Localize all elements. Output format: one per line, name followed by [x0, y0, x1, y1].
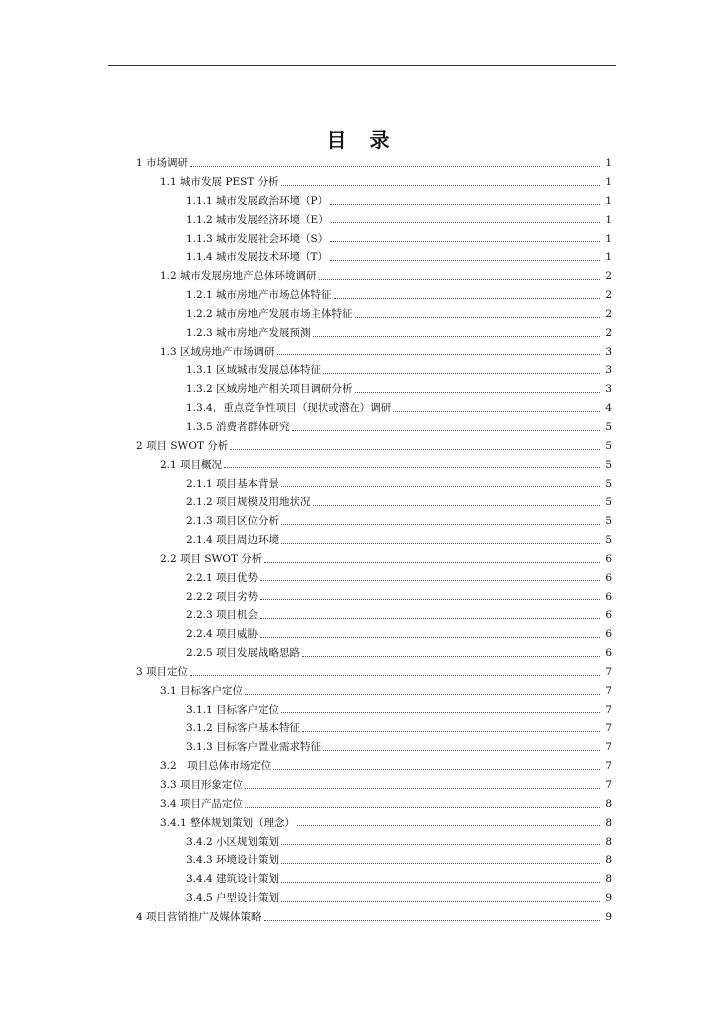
- toc-dot-leader: [281, 185, 600, 186]
- toc-entry-label: 2.1.1 项目基本背景: [186, 477, 280, 490]
- toc-entry[interactable]: [0, 795, 724, 814]
- toc-dot-leader: [260, 618, 600, 619]
- toc-entry-label: 3.1.1 目标客户定位: [186, 703, 280, 716]
- toc-entry[interactable]: [0, 192, 724, 211]
- toc-dot-leader: [281, 901, 600, 902]
- toc-entry-page: 4: [605, 402, 612, 415]
- toc-entry-page: 7: [605, 703, 612, 716]
- toc-entry-label: 2.2.5 项目发展战略思路: [186, 647, 301, 660]
- toc-entry-page: 7: [605, 741, 612, 754]
- toc-entry-page: 1: [605, 194, 612, 207]
- toc-entry[interactable]: [0, 399, 724, 418]
- toc-entry-label: 1.1.1 城市发展政治环境（P）: [186, 194, 329, 207]
- toc-entry[interactable]: [0, 380, 724, 399]
- toc-entry-page: 2: [605, 289, 612, 302]
- toc-entry[interactable]: [0, 719, 724, 738]
- toc-title: 目 录: [326, 128, 398, 152]
- toc-entry-label: 1.1.2 城市发展经济环境（E）: [186, 213, 329, 226]
- toc-entry[interactable]: [0, 493, 724, 512]
- toc-dot-leader: [319, 279, 600, 280]
- toc-entry-page: 2: [605, 307, 612, 320]
- toc-entry-page: 1: [605, 157, 612, 170]
- toc-entry-label: 1.1.3 城市发展社会环境（S）: [186, 232, 329, 245]
- toc-entry-page: 5: [605, 477, 612, 490]
- toc-entry[interactable]: [0, 267, 724, 286]
- toc-entry[interactable]: [0, 456, 724, 475]
- toc-entry[interactable]: [0, 418, 724, 437]
- toc-entry-page: 2: [605, 270, 612, 283]
- toc-entry-page: 9: [605, 910, 612, 923]
- toc-entry-page: 5: [605, 496, 612, 509]
- toc-entry-label: 3.3 项目形象定位: [160, 779, 244, 792]
- toc-dot-leader: [245, 807, 600, 808]
- toc-entry-page: 7: [605, 779, 612, 792]
- toc-entry-label: 1 市场调研: [136, 157, 189, 170]
- toc-entry-label: 1.3.4．重点竞争性项目（现状或潜在）调研: [186, 402, 392, 415]
- toc-entry[interactable]: [0, 569, 724, 588]
- toc-dot-leader: [331, 222, 600, 223]
- toc-entry[interactable]: [0, 814, 724, 833]
- toc-entry[interactable]: [0, 851, 724, 870]
- toc-entry[interactable]: [0, 682, 724, 701]
- toc-dot-leader: [334, 298, 600, 299]
- toc-dot-leader: [323, 373, 600, 374]
- toc-entry-page: 6: [605, 647, 612, 660]
- toc-entry-page: 5: [605, 515, 612, 528]
- toc-entry-page: 6: [605, 628, 612, 641]
- toc-entry-label: 1.2.2 城市房地产发展市场主体特征: [186, 307, 353, 320]
- toc-entry-label: 1.1 城市发展 PEST 分析: [160, 176, 279, 189]
- toc-dot-leader: [355, 317, 600, 318]
- toc-entry-label: 2 项目 SWOT 分析: [136, 439, 229, 452]
- toc-dot-leader: [190, 675, 600, 676]
- toc-entry-page: 8: [605, 873, 612, 886]
- toc-entry[interactable]: [0, 286, 724, 305]
- toc-entry[interactable]: [0, 908, 724, 927]
- toc-entry-page: 7: [605, 760, 612, 773]
- toc-entry-page: 1: [605, 176, 612, 189]
- toc-entry-label: 1.3.2 区域房地产相关项目调研分析: [186, 383, 353, 396]
- toc-entry-label: 3.1 目标客户定位: [160, 684, 244, 697]
- toc-entry-label: 3.1.3 目标客户置业需求特征: [186, 741, 322, 754]
- toc-entry-page: 7: [605, 684, 612, 697]
- toc-dot-leader: [281, 844, 600, 845]
- toc-dot-leader: [260, 637, 600, 638]
- toc-entry-label: 3.4.5 户型设计策划: [186, 892, 280, 905]
- toc-entry-page: 8: [605, 854, 612, 867]
- toc-entry[interactable]: [0, 324, 724, 343]
- toc-entry-page: 3: [605, 364, 612, 377]
- toc-dot-leader: [281, 712, 600, 713]
- toc-dot-leader: [393, 411, 600, 412]
- toc-entry-label: 2.2.4 项目威胁: [186, 628, 259, 641]
- toc-dot-leader: [302, 656, 600, 657]
- toc-entry-label: 1.1.4 城市发展技术环境（T）: [186, 251, 329, 264]
- toc-entry-label: 1.3 区域房地产市场调研: [160, 345, 275, 358]
- toc-entry[interactable]: [0, 587, 724, 606]
- toc-dot-leader: [281, 524, 600, 525]
- toc-entry-page: 3: [605, 345, 612, 358]
- toc-dot-leader: [313, 505, 600, 506]
- toc-entry-page: 5: [605, 534, 612, 547]
- toc-entry-label: 3 项目定位: [136, 665, 189, 678]
- toc-dot-leader: [281, 543, 600, 544]
- toc-dot-leader: [224, 467, 600, 468]
- toc-entry-label: 3.2 项目总体市场定位: [160, 760, 272, 773]
- toc-entry-page: 3: [605, 383, 612, 396]
- toc-entry[interactable]: [0, 437, 724, 456]
- toc-entry[interactable]: [0, 625, 724, 644]
- toc-entry[interactable]: [0, 531, 724, 550]
- toc-entry-label: 3.4.4 建筑设计策划: [186, 873, 280, 886]
- toc-entry[interactable]: [0, 757, 724, 776]
- toc-entry-page: 7: [605, 722, 612, 735]
- toc-entry[interactable]: [0, 173, 724, 192]
- toc-entry[interactable]: [0, 211, 724, 230]
- toc-entry-label: 1.2 城市发展房地产总体环境调研: [160, 270, 317, 283]
- toc-dot-leader: [245, 694, 600, 695]
- toc-entry[interactable]: [0, 889, 724, 908]
- toc-dot-leader: [330, 241, 600, 242]
- toc-entry[interactable]: [0, 870, 724, 889]
- toc-entry-label: 3.4.3 环境设计策划: [186, 854, 280, 867]
- toc-entry-page: 6: [605, 590, 612, 603]
- toc-list: [0, 154, 724, 927]
- toc-entry-label: 1.3.1 区域城市发展总体特征: [186, 364, 322, 377]
- toc-entry[interactable]: [0, 832, 724, 851]
- toc-entry-label: 4 项目营销推广及媒体策略: [136, 910, 262, 923]
- toc-entry[interactable]: [0, 474, 724, 493]
- toc-entry[interactable]: [0, 700, 724, 719]
- toc-dot-leader: [292, 430, 600, 431]
- toc-entry[interactable]: [0, 512, 724, 531]
- toc-entry-page: 8: [605, 797, 612, 810]
- toc-entry-label: 2.2 项目 SWOT 分析: [160, 552, 263, 565]
- toc-entry-label: 2.1.3 项目区位分析: [186, 515, 280, 528]
- toc-entry[interactable]: [0, 154, 724, 173]
- toc-dot-leader: [355, 392, 600, 393]
- toc-entry[interactable]: [0, 606, 724, 625]
- toc-dot-leader: [273, 769, 600, 770]
- toc-entry-label: 3.4.1 整体规划策划（理念）: [160, 816, 296, 829]
- toc-dot-leader: [281, 882, 600, 883]
- toc-dot-leader: [230, 449, 600, 450]
- toc-entry[interactable]: [0, 776, 724, 795]
- toc-entry-label: 2.1.4 项目周边环境: [186, 534, 280, 547]
- toc-entry-page: 8: [605, 835, 612, 848]
- toc-entry[interactable]: [0, 644, 724, 663]
- toc-dot-leader: [297, 825, 600, 826]
- toc-entry-page: 8: [605, 816, 612, 829]
- toc-dot-leader: [245, 788, 600, 789]
- toc-entry-page: 1: [605, 213, 612, 226]
- toc-entry-label: 2.1.2 项目规模及用地状况: [186, 496, 311, 509]
- toc-entry[interactable]: [0, 738, 724, 757]
- toc-entry-page: 1: [605, 232, 612, 245]
- toc-dot-leader: [330, 260, 600, 261]
- toc-entry-page: 5: [605, 458, 612, 471]
- toc-dot-leader: [313, 336, 600, 337]
- toc-entry-page: 5: [605, 439, 612, 452]
- toc-entry[interactable]: [0, 663, 724, 682]
- toc-entry-label: 1.3.5 消费者群体研究: [186, 420, 290, 433]
- toc-entry-label: 3.4.2 小区规划策划: [186, 835, 280, 848]
- toc-entry-page: 6: [605, 609, 612, 622]
- toc-entry-label: 2.1 项目概况: [160, 458, 223, 471]
- toc-entry[interactable]: [0, 229, 724, 248]
- toc-entry-label: 2.2.1 项目优势: [186, 571, 259, 584]
- toc-dot-leader: [260, 599, 600, 600]
- toc-dot-leader: [330, 204, 600, 205]
- toc-entry-page: 5: [605, 420, 612, 433]
- toc-entry-page: 6: [605, 552, 612, 565]
- toc-entry-page: 6: [605, 571, 612, 584]
- toc-entry-label: 2.2.2 项目劣势: [186, 590, 259, 603]
- toc-dot-leader: [281, 863, 600, 864]
- toc-entry-label: 1.2.3 城市房地产发展预测: [186, 326, 311, 339]
- toc-entry[interactable]: [0, 305, 724, 324]
- header-rule: [108, 65, 616, 66]
- toc-dot-leader: [260, 580, 600, 581]
- toc-entry[interactable]: [0, 361, 724, 380]
- toc-entry-page: 2: [605, 326, 612, 339]
- toc-dot-leader: [323, 750, 600, 751]
- toc-entry[interactable]: [0, 550, 724, 569]
- toc-entry-page: 1: [605, 251, 612, 264]
- toc-entry[interactable]: [0, 248, 724, 267]
- toc-entry-label: 1.2.1 城市房地产市场总体特征: [186, 289, 332, 302]
- toc-entry-label: 3.4 项目产品定位: [160, 797, 244, 810]
- toc-entry-label: 2.2.3 项目机会: [186, 609, 259, 622]
- toc-entry-label: 3.1.2 目标客户基本特征: [186, 722, 301, 735]
- toc-entry-page: 7: [605, 665, 612, 678]
- toc-dot-leader: [264, 920, 600, 921]
- toc-dot-leader: [190, 166, 600, 167]
- toc-entry-page: 9: [605, 892, 612, 905]
- toc-dot-leader: [302, 731, 600, 732]
- toc-dot-leader: [264, 562, 600, 563]
- toc-entry[interactable]: [0, 342, 724, 361]
- toc-dot-leader: [281, 486, 600, 487]
- toc-dot-leader: [277, 354, 600, 355]
